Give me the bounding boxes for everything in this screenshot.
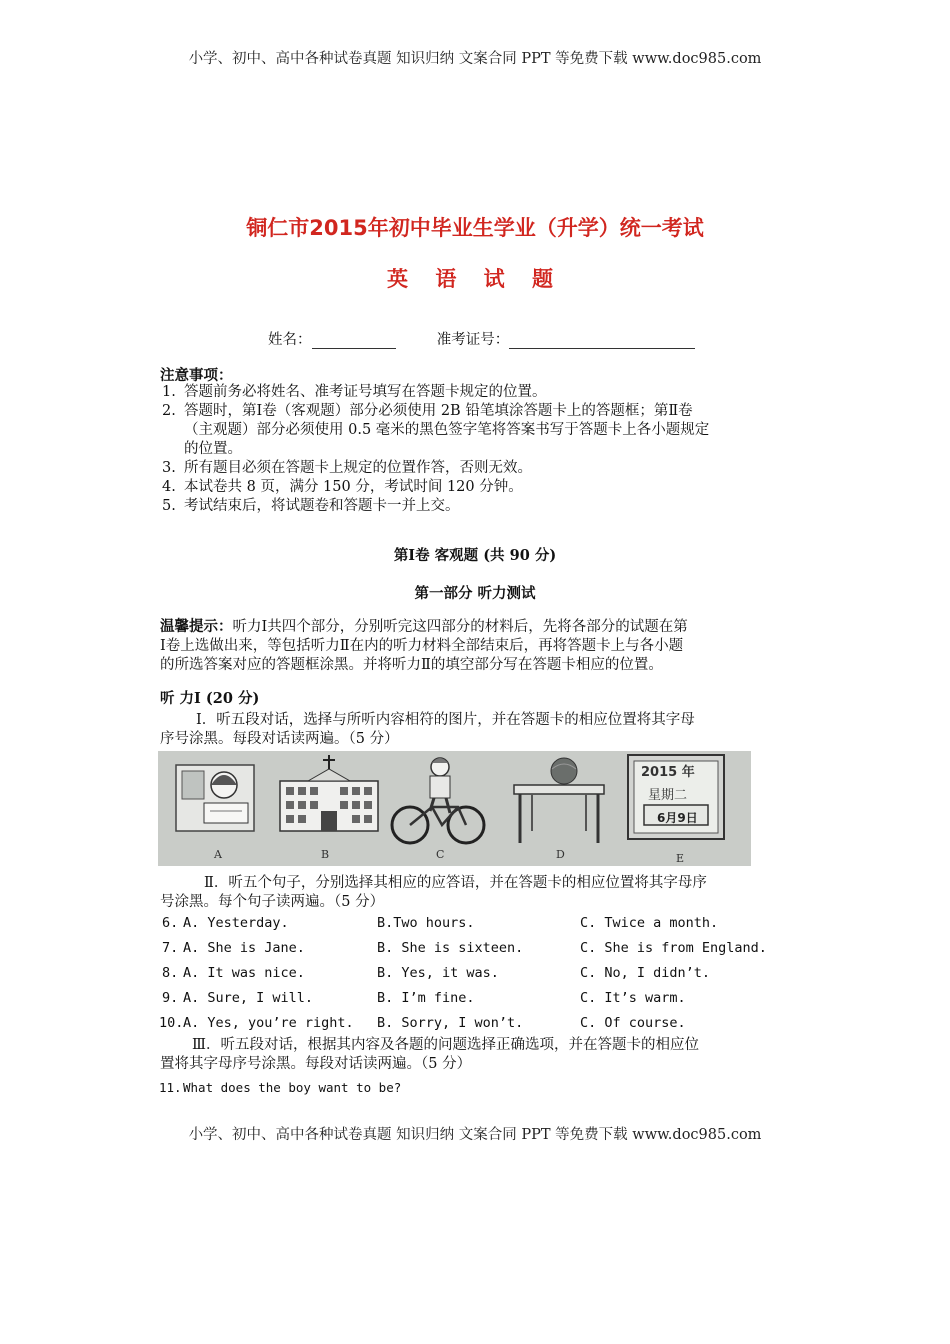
picture-label-a: A — [214, 848, 222, 861]
listening-title: 听 力Ⅰ (20 分) — [160, 690, 260, 707]
page-header: 小学、初中、高中各种试卷真题 知识归纳 文案合同 PPT 等免费下载 www.doc985.com — [188, 51, 762, 67]
note-item-continued: （主观题）部分必须使用 0.5 毫米的黑色签字笔将答案书写于答题卡上各小题规定 — [184, 422, 710, 438]
question-row — [0, 990, 950, 1015]
question-instruction: Ⅰ．听五段对话，选择与所听内容相符的图片，并在答题卡的相应位置将其字母 序号涂黑。每段对话读两遍。（5 分） — [160, 712, 695, 747]
note-item: 2. 答题时，第Ⅰ卷（客观题）部分必须使用 2B 铅笔填涂答题卡上的答题框；第Ⅱ卷 — [162, 403, 693, 419]
calendar-weekday: 星期二 — [648, 788, 688, 803]
note-item: 5. 考试结束后，将试题卷和答题卡一并上交。 — [162, 498, 460, 514]
picture-d — [514, 758, 604, 843]
option-a: A. She is Jane. — [183, 940, 305, 956]
question-instruction: Ⅱ．听五个句子，分别选择其相应的应答语，并在答题卡的相应位置将其字母序 号涂黑。每个句子读两遍。（5 分） — [160, 875, 707, 910]
tip-paragraph: 温馨提示：听力Ⅰ共四个部分，分别听完这四部分的材料后，先将各部分的试题在第 Ⅰ卷上选做出来，等包括听力Ⅱ在内的听力材料全部结束后，再将答题卡上与各小题 的所选答案对应的答题框涂黑。并将听力Ⅱ的填空部分写在答题卡相应的位置。 — [160, 618, 688, 673]
page-footer: 小学、初中、高中各种试卷真题 知识归纳 文案合同 PPT 等免费下载 www.doc985.com — [188, 1127, 762, 1143]
exam-subtitle: 英 语 试 题 — [387, 267, 563, 291]
question-row — [0, 1080, 950, 1100]
tip-label: 温馨提示： — [160, 618, 233, 635]
note-item-continued: 的位置。 — [184, 441, 242, 457]
note-item: 1. 答题前务必将姓名、准考证号填写在答题卡规定的位置。 — [162, 384, 547, 400]
part-title: 第一部分 听力测试 — [414, 585, 536, 602]
question-text: What does the boy want to be? — [183, 1080, 402, 1095]
question-number: 7. — [162, 940, 179, 956]
picture-strip — [158, 751, 751, 866]
question-number: 9. — [162, 990, 179, 1006]
note-item: 3. 所有题目必须在答题卡上规定的位置作答，否则无效。 — [162, 460, 532, 476]
option-a: A. Sure, I will. — [183, 990, 314, 1006]
exam-title: 铜仁市2015年初中毕业生学业（升学）统一考试 — [246, 216, 704, 240]
notes-title: 注意事项： — [160, 367, 233, 384]
name-blank — [312, 333, 396, 349]
question-row — [0, 915, 950, 940]
question-number: 11. — [159, 1080, 182, 1095]
picture-label-c: C — [436, 848, 445, 861]
option-a: A. Yes, you’re right. — [183, 1015, 354, 1031]
option-c: C. No, I didn’t. — [580, 965, 711, 981]
option-b: B. Sorry, I won’t. — [377, 1015, 524, 1031]
option-b: B. Yes, it was. — [377, 965, 499, 981]
option-a: A. Yesterday. — [183, 915, 289, 931]
question-instruction: Ⅲ．听五段对话，根据其内容及各题的问题选择正确选项，并在答题卡的相应位 置将其字母序号涂黑。每段对话读两遍。（5 分） — [160, 1037, 699, 1072]
picture-label-d: D — [556, 848, 565, 861]
calendar-date: 6月9日 — [657, 811, 698, 825]
question-number: 8. — [162, 965, 179, 981]
option-c: C. Twice a month. — [580, 915, 719, 931]
id-label: 准考证号： — [436, 332, 510, 348]
candidate-info — [268, 328, 695, 349]
option-c: C. She is from England. — [580, 940, 767, 956]
name-label: 姓名： — [268, 332, 312, 348]
picture-label-e: E — [676, 852, 685, 865]
option-c: C. It’s warm. — [580, 990, 686, 1006]
picture-c — [392, 758, 484, 843]
picture-label-b: B — [321, 848, 330, 861]
option-c: C. Of course. — [580, 1015, 686, 1031]
option-b: B. I’m fine. — [377, 990, 475, 1006]
question-number: 6. — [162, 915, 179, 931]
section-title: 第Ⅰ卷 客观题 (共 90 分) — [393, 547, 557, 564]
picture-a — [176, 765, 254, 831]
option-b: B.Two hours. — [377, 915, 475, 931]
note-item: 4. 本试卷共 8 页，满分 150 分，考试时间 120 分钟。 — [162, 479, 523, 495]
option-b: B. She is sixteen. — [377, 940, 524, 956]
id-blank — [509, 333, 695, 349]
picture-b — [280, 755, 378, 831]
question-row — [0, 940, 950, 965]
question-row — [0, 965, 950, 990]
option-a: A. It was nice. — [183, 965, 305, 981]
calendar-year: 2015 年 — [641, 765, 695, 780]
question-number: 10. — [159, 1015, 184, 1031]
